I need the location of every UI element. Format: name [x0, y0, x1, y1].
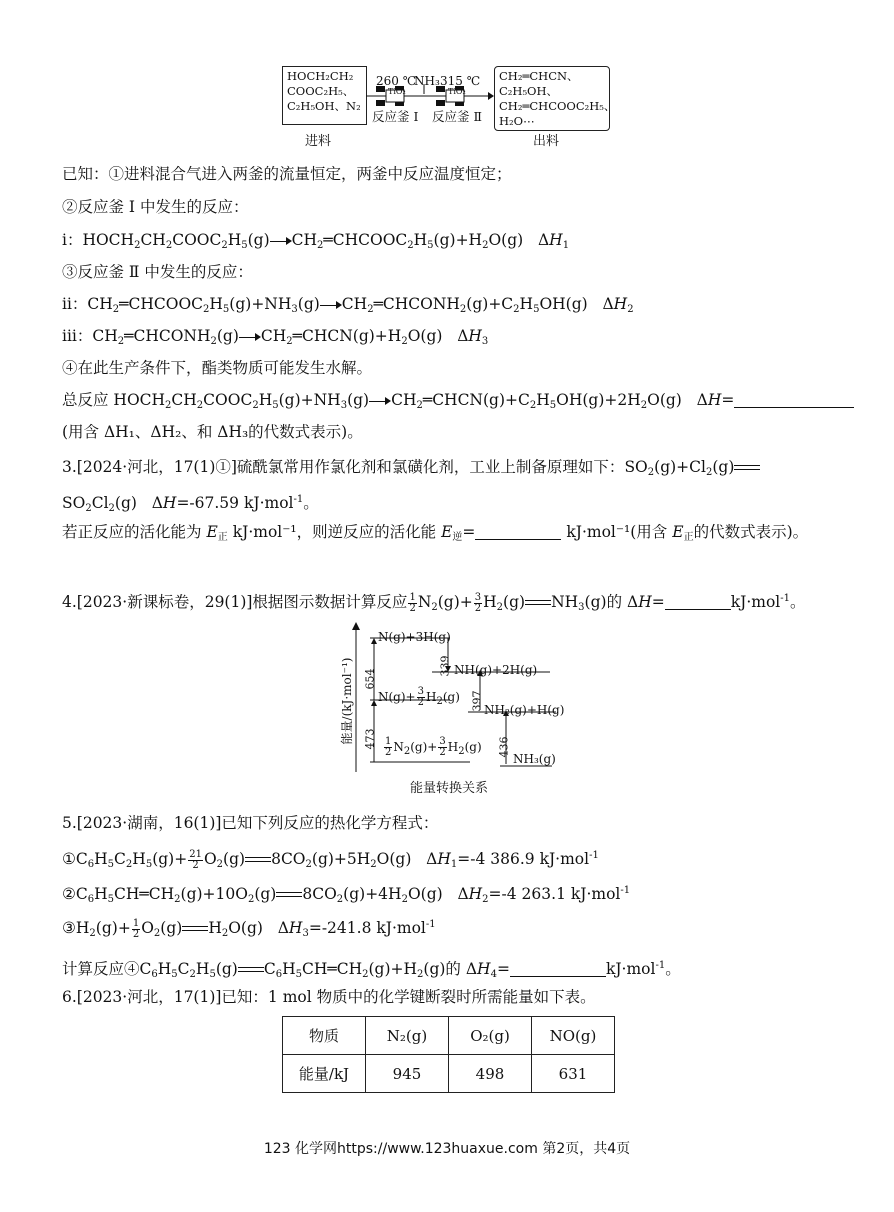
energy-value: 436 — [497, 736, 511, 758]
output-line: CH₂═CHCOOC₂H₅、 — [499, 99, 616, 113]
answer-blank[interactable] — [510, 960, 606, 977]
question-3-ask: 若正反应的活化能为 $E_正$ kJ·mol⁻¹，则逆反应的活化能 $E_逆= kJ\cdot mol^{-1}$(用含 $E_正$的代数式表示)。 — [62, 523, 809, 543]
bond-energy-table — [282, 1016, 615, 1093]
temp2-label: 315 ℃ — [440, 74, 481, 88]
answer-blank[interactable] — [475, 523, 561, 540]
table-cell: 945 — [366, 1055, 449, 1093]
feed-line: COOC₂H₅、 — [287, 84, 355, 98]
q3-text-4: 的代数式表示)。 — [693, 523, 809, 541]
table-cell: 498 — [449, 1055, 532, 1093]
known-conditions: 已知：①进料混合气进入两釜的流量恒定，两釜中反应温度恒定； — [62, 165, 512, 183]
equation-2: $②C_6H_5CH═CH_2(g)+10O_2(g)$ $8CO_2(g)+4H_2O(g)$ $\Delta H_2=-4$ 263.1 kJ·mol$^{-1}$ — [62, 885, 631, 905]
question-3-text: 3.[2024·河北，17(1)①]硫酰氯常用作氯化剂和氯磺化剂，工业上制备原理如下： — [62, 458, 625, 476]
feed-line: HOCH₂CH₂ — [287, 69, 354, 83]
energy-axis-label: 能量/(kJ·mol⁻¹) — [340, 657, 354, 745]
q5-calc-text: 计算反应④ — [62, 960, 140, 978]
reactor-2-heading: ③反应釜 Ⅱ 中发生的反应： — [62, 263, 253, 281]
catalyst-label: TiO₂ — [388, 87, 406, 96]
level-label: $\frac{1}{2}$ $N_2(g)+$ $\frac{3}{2}$ $H_2(g)$ — [385, 736, 482, 758]
express-note: (用含 ΔH₁、ΔH₂、和 ΔH₃的代数式表示)。 — [62, 423, 363, 441]
energy-value: 654 — [363, 668, 377, 690]
q3-text-3: kJ·mol⁻¹(用含 — [566, 523, 668, 541]
question-6-stem: 6.[2023·河北，17(1)]已知：1 mol 物质中的化学键断裂时所需能量如下表。 — [62, 988, 596, 1006]
energy-value: 397 — [470, 690, 484, 712]
table-header: NO(g) — [532, 1017, 615, 1055]
table-cell: 能量/kJ — [283, 1055, 366, 1093]
output-line: C₂H₅OH、 — [499, 84, 559, 98]
q3-text-2: kJ·mol⁻¹，则逆反应的活化能 — [232, 523, 437, 541]
question-5-stem: 5.[2023·湖南，16(1)]已知下列反应的热化学方程式： — [62, 814, 439, 832]
table-header: 物质 — [283, 1017, 366, 1055]
catalyst-label: TiO₂ — [448, 87, 466, 96]
reaction-ii: ⅱ：$CH_2═CHCOOC_2H_5(g)+NH_3(g)$ $CH_2═CHCONH_2(g)+C_2H_5OH(g)$ $\Delta H_2$ — [62, 295, 634, 315]
output-caption: 出料 — [533, 134, 560, 149]
note-hydrolysis: ④在此生产条件下，酯类物质可能发生水解。 — [62, 359, 373, 377]
question-5-ask: 计算反应$④C_6H_5C_2H_5(g)$ $C_6H_5CH═CH_2(g)+H_2(g)$的 $\Delta H_4= kJ\cdot mol^{-1}$。 — [62, 960, 681, 980]
question-4-text: 4.[2023·新课标卷，29(1)]根据图示数据计算反应 — [62, 593, 408, 611]
output-line: CH₂═CHCN、 — [499, 69, 579, 83]
output-line: H₂O⋯ — [499, 114, 535, 128]
energy-diagram-caption: 能量转换关系 — [410, 781, 489, 796]
level-label: NH₃(g) — [513, 752, 556, 766]
feed-caption: 进料 — [305, 134, 332, 149]
reaction-iii: ⅲ：$CH_2═CHCONH_2(g)$ $CH_2═CHCN(g)+H_2O(g)$ $\Delta H_3$ — [62, 327, 489, 347]
reactor-2-label: 反应釜 Ⅱ — [432, 109, 482, 124]
table-row — [283, 1055, 615, 1093]
output-box — [494, 66, 616, 131]
q3-text-1: 若正反应的活化能为 — [62, 523, 202, 541]
level-label: NH₂(g)+H(g) — [484, 703, 565, 717]
equation-1: $①C_6H_5C_2H_5(g)+$ $\frac{21}{2}$ $O_2(g)$ $8CO_2(g)+5H_2O(g)$ $\Delta H_1=-4$ 386.9 kJ·mol$^{-1}$ — [62, 848, 599, 871]
question-3-stem: 3.[2024·河北，17(1)①]硫酰氯常用作氯化剂和氯磺化剂，工业上制备原理如下：$SO_2(g)+Cl_2(g)$ — [62, 456, 760, 484]
energy-value: 339 — [438, 655, 452, 677]
feed-box — [282, 66, 367, 125]
equation-3: $③H_2(g)+$ $\frac{1}{2}$ $O_2(g)$ $H_2O(g)$ $\Delta H_3=-241.8$ kJ·mol$^{-1}$ — [62, 917, 436, 940]
table-header: N₂(g) — [366, 1017, 449, 1055]
level-label: NH(g)+2H(g) — [454, 663, 538, 677]
temp1-label: 260 ℃ — [376, 74, 417, 88]
level-label: N(g)+ $\frac{3}{2}$ $H_2(g)$ — [378, 686, 460, 708]
answer-blank[interactable] — [734, 391, 854, 408]
level-label: N(g)+3H(g) — [378, 630, 451, 644]
reaction-i: ⅰ：$HOCH_2CH_2COOC_2H_5(g)$ $CH_2═CHCOOC_2H_5(g)+H_2O(g)$ $\Delta H_1$ — [62, 231, 570, 251]
energy-value: 473 — [363, 728, 377, 750]
feed-line: C₂H₅OH、N₂ — [287, 99, 361, 113]
table-cell: 631 — [532, 1055, 615, 1093]
reactor-1-label: 反应釜 Ⅰ — [372, 109, 419, 124]
question-3-equation: $SO_2Cl_2(g)$ ΔH=-67.59 kJ·mol$^{-1}$。 — [62, 494, 319, 514]
page-footer: 123 化学网https://www.123huaxue.com 第2页，共4页 — [263, 1141, 631, 1157]
table-header: O₂(g) — [449, 1017, 532, 1055]
reactor-1-heading: ②反应釜 Ⅰ 中发生的反应： — [62, 198, 249, 216]
answer-blank[interactable] — [665, 593, 731, 610]
nh3-label: NH₃ — [414, 74, 440, 88]
table-row — [283, 1017, 615, 1055]
question-4-stem: 4.[2023·新课标卷，29(1)]根据图示数据计算反应 $\frac{1}{2}$ $N_2(g)+$ $\frac{3}{2}$ $H_2(g)$ $NH_3(g)$的 ΔH= kJ·mol$^{-1}$。 — [62, 591, 806, 614]
overall-reaction: 总反应 $HOCH_2CH_2COOC_2H_5(g)+NH_3(g)$ $CH_2═CHCN(g)+C_2H_5OH(g)+2H_2O(g)$ ΔH= — [62, 389, 854, 417]
